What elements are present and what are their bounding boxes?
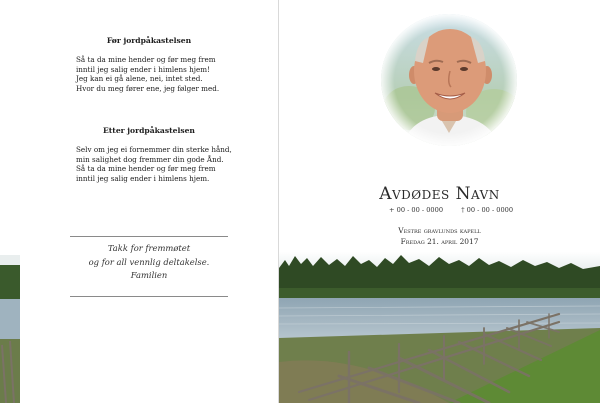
ceremony-info xyxy=(279,226,600,247)
thanks-note xyxy=(50,242,248,283)
previous-page-edge xyxy=(0,0,20,403)
ceremony-date: Fredag 21. april 2017 xyxy=(400,236,479,246)
thanks-line: og for all vennlig deltakelse. xyxy=(88,256,210,267)
deceased-name: Avdødes Navn xyxy=(379,184,500,204)
verse-line: inntil jeg salig ender i himlens hjem. xyxy=(76,173,210,183)
verse-line: Hvor du meg fører ene, jeg følger med. xyxy=(76,83,220,93)
thanks-signature: Familien xyxy=(130,270,168,281)
hymn-after-verse xyxy=(76,145,266,183)
divider-top xyxy=(70,236,228,237)
thanks-line: Takk for fremmøtet xyxy=(107,243,191,253)
hymn-after-title: Etter jordpåkastelsen xyxy=(103,126,195,135)
divider-bottom xyxy=(70,296,228,297)
cover-page xyxy=(279,0,600,403)
verse-line: Selv om jeg ei fornemmer din sterke hånd, xyxy=(76,145,232,154)
verse-line: inntil jeg salig ender i himlens hjem! xyxy=(76,64,210,74)
death-date: † 00 - 00 - 0000 xyxy=(461,206,514,214)
life-dates xyxy=(389,206,600,214)
birth-date: + 00 - 00 - 0000 xyxy=(389,206,444,214)
hymn-before-title: Før jordpåkastelsen xyxy=(106,36,192,45)
verse-line: min salighet dog fremmer din gode Ånd. xyxy=(76,154,224,164)
verse-line: Jeg kan ei gå alene, nei, intet sted. xyxy=(76,74,203,84)
hymn-before-verse xyxy=(76,55,266,93)
verse-line: Så ta da mine hender og før meg frem xyxy=(76,164,216,174)
lake-landscape-photo xyxy=(279,252,600,403)
verse-line: Så ta da mine hender og før meg frem xyxy=(76,55,216,64)
hymn-page xyxy=(20,0,279,403)
venue-name: Vestre gravlunds kapell xyxy=(398,226,481,235)
landscape-fragment xyxy=(0,255,20,403)
portrait-photo xyxy=(379,13,519,148)
